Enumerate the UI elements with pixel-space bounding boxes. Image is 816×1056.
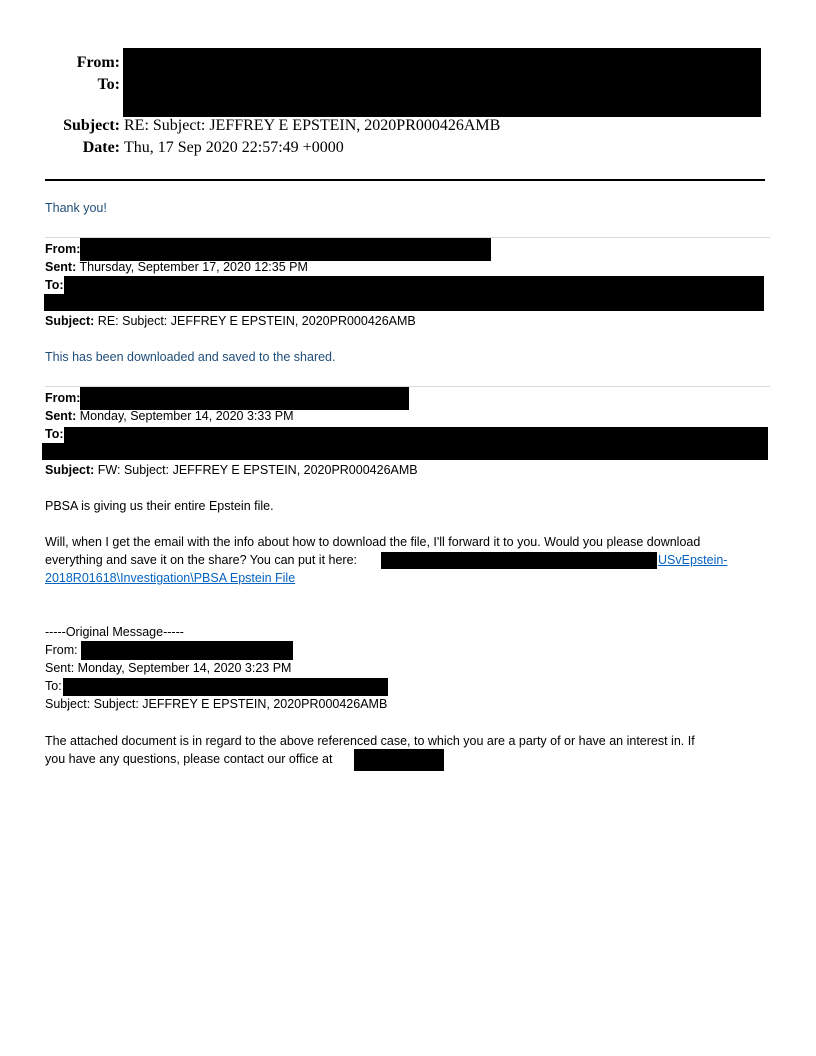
msg2-subject-label: Subject:: [45, 314, 95, 328]
msg2-sent-line: [45, 258, 308, 276]
msg3-body-line3: everything and save it on the share? You can put it here:: [45, 553, 358, 567]
msg3-sent-line: [45, 407, 294, 425]
original-message-separator: -----Original Message-----: [45, 625, 184, 639]
msg3-sent-label: Sent:: [45, 409, 77, 423]
redaction-msg3-to-overflow: [42, 443, 72, 460]
share-path-link-part2[interactable]: 2018R01618\Investigation\PBSA Epstein File: [45, 571, 296, 585]
header-to-label: To:: [97, 76, 120, 93]
redaction-share-path: [381, 552, 657, 569]
msg3-to-label: To:: [45, 427, 64, 441]
header-subject-value: RE: Subject: JEFFREY E EPSTEIN, 2020PR000426AMB: [124, 117, 501, 134]
msg3-body-line1: PBSA is giving us their entire Epstein file.: [45, 499, 274, 513]
redaction-original-from: [81, 641, 293, 660]
original-body-line1: The attached document is in regard to the above referenced case, to which you are a party of or have an interest in. If: [45, 734, 695, 748]
header-from-label: From:: [76, 54, 120, 71]
msg3-sent-value: Monday, September 14, 2020 3:33 PM: [79, 409, 294, 423]
original-to-label: To:: [45, 679, 62, 693]
reply-body: Thank you!: [45, 201, 107, 215]
msg3-from-label: From:: [45, 391, 81, 405]
msg2-subject-line: [45, 312, 416, 330]
original-body-line2: you have any questions, please contact our office at: [45, 752, 333, 766]
msg3-subject-value: FW: Subject: JEFFREY E EPSTEIN, 2020PR000426AMB: [97, 463, 418, 477]
original-from-label: From:: [45, 643, 78, 657]
redaction-msg3-to: [64, 427, 768, 460]
msg2-from-label: From:: [45, 242, 81, 256]
redaction-msg2-to: [64, 276, 764, 311]
msg3-subject-label: Subject:: [45, 463, 95, 477]
msg2-body: This has been downloaded and saved to the shared.: [45, 350, 336, 364]
header-date-label: Date:: [82, 139, 120, 156]
redaction-msg2-to-overflow: [44, 294, 74, 311]
share-path-link-part1[interactable]: USvEpstein-: [658, 553, 728, 567]
redaction-phone-number: [354, 749, 444, 771]
header-date-value: Thu, 17 Sep 2020 22:57:49 +0000: [124, 139, 344, 156]
msg2-sent-value: Thursday, September 17, 2020 12:35 PM: [79, 260, 308, 274]
redaction-header-recipients: [123, 48, 761, 117]
header-subject-label: Subject:: [63, 117, 120, 134]
msg2-subject-value: RE: Subject: JEFFREY E EPSTEIN, 2020PR000426AMB: [97, 314, 416, 328]
original-subject-line: Subject: Subject: JEFFREY E EPSTEIN, 2020PR000426AMB: [45, 697, 388, 711]
msg3-body-line2: Will, when I get the email with the info about how to download the file, I'll forward it to you. Would you please download: [45, 535, 701, 549]
msg2-sent-label: Sent:: [45, 260, 77, 274]
redaction-original-to: [63, 678, 388, 696]
msg2-to-label: To:: [45, 278, 64, 292]
original-sent-line: Sent: Monday, September 14, 2020 3:23 PM: [45, 661, 292, 675]
msg3-subject-line: [45, 461, 418, 479]
header-divider: [45, 179, 765, 181]
